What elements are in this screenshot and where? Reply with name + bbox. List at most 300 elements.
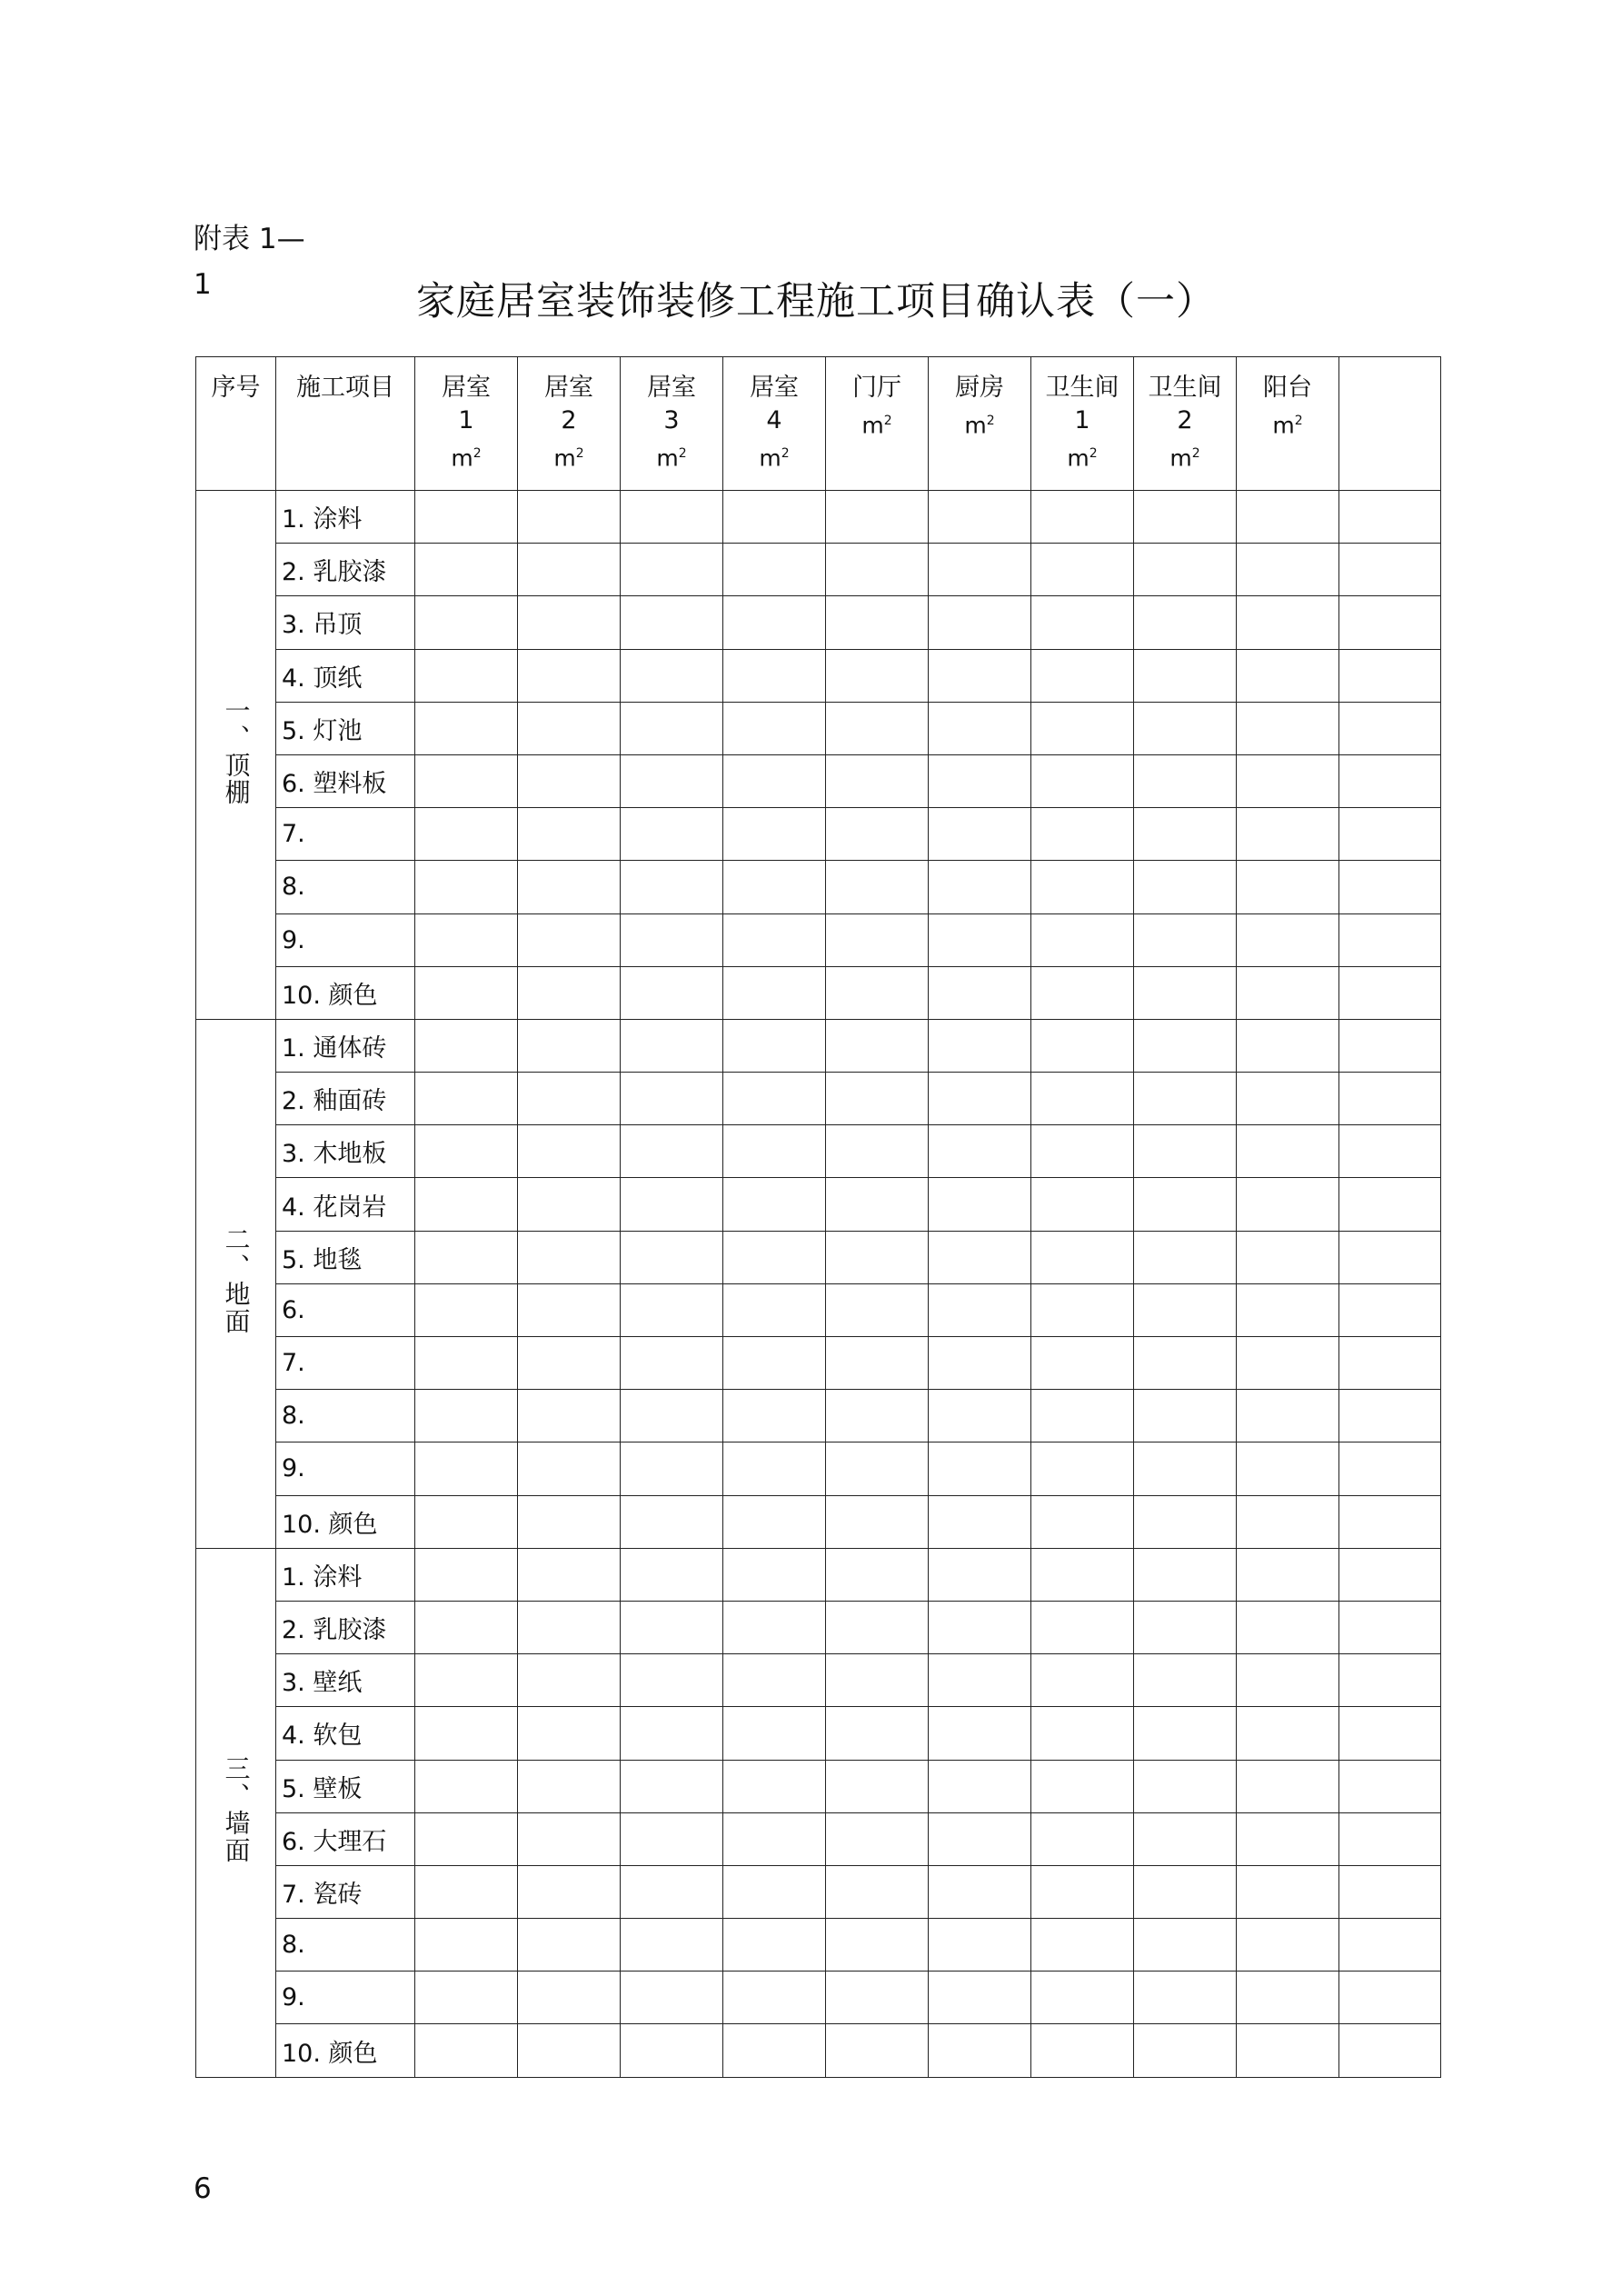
value-cell[interactable] bbox=[929, 1760, 1031, 1812]
value-cell[interactable] bbox=[415, 491, 518, 544]
value-cell[interactable] bbox=[1134, 544, 1237, 596]
value-cell[interactable] bbox=[826, 1125, 929, 1178]
value-cell[interactable] bbox=[1339, 1390, 1441, 1442]
value-cell[interactable] bbox=[1339, 1495, 1441, 1548]
value-cell[interactable] bbox=[621, 1865, 723, 1918]
value-cell[interactable] bbox=[723, 913, 826, 966]
value-cell[interactable] bbox=[1031, 1231, 1134, 1283]
value-cell[interactable] bbox=[518, 1865, 621, 1918]
value-cell[interactable] bbox=[1031, 1125, 1134, 1178]
value-cell[interactable] bbox=[518, 1390, 621, 1442]
value-cell[interactable] bbox=[929, 702, 1031, 754]
value-cell[interactable] bbox=[929, 1972, 1031, 2024]
value-cell[interactable] bbox=[1339, 544, 1441, 596]
value-cell[interactable] bbox=[929, 2024, 1031, 2077]
value-cell[interactable] bbox=[723, 2024, 826, 2077]
value-cell[interactable] bbox=[621, 1548, 723, 1601]
value-cell[interactable] bbox=[929, 596, 1031, 649]
value-cell[interactable] bbox=[518, 1337, 621, 1390]
value-cell[interactable] bbox=[1031, 754, 1134, 807]
value-cell[interactable] bbox=[415, 1231, 518, 1283]
value-cell[interactable] bbox=[723, 1178, 826, 1231]
value-cell[interactable] bbox=[518, 861, 621, 913]
value-cell[interactable] bbox=[826, 754, 929, 807]
value-cell[interactable] bbox=[929, 491, 1031, 544]
value-cell[interactable] bbox=[1134, 1178, 1237, 1231]
value-cell[interactable] bbox=[518, 966, 621, 1019]
value-cell[interactable] bbox=[1237, 491, 1339, 544]
value-cell[interactable] bbox=[415, 1283, 518, 1336]
value-cell[interactable] bbox=[415, 1125, 518, 1178]
value-cell[interactable] bbox=[826, 544, 929, 596]
value-cell[interactable] bbox=[723, 1337, 826, 1390]
value-cell[interactable] bbox=[621, 2024, 723, 2077]
value-cell[interactable] bbox=[415, 861, 518, 913]
value-cell[interactable] bbox=[826, 1707, 929, 1760]
value-cell[interactable] bbox=[1339, 1865, 1441, 1918]
value-cell[interactable] bbox=[826, 1812, 929, 1865]
value-cell[interactable] bbox=[1339, 596, 1441, 649]
value-cell[interactable] bbox=[1134, 1283, 1237, 1336]
value-cell[interactable] bbox=[929, 649, 1031, 702]
value-cell[interactable] bbox=[1031, 1865, 1134, 1918]
value-cell[interactable] bbox=[826, 596, 929, 649]
value-cell[interactable] bbox=[1237, 808, 1339, 861]
value-cell[interactable] bbox=[826, 1019, 929, 1072]
value-cell[interactable] bbox=[1339, 2024, 1441, 2077]
value-cell[interactable] bbox=[518, 1548, 621, 1601]
value-cell[interactable] bbox=[723, 861, 826, 913]
value-cell[interactable] bbox=[1031, 2024, 1134, 2077]
value-cell[interactable] bbox=[1134, 1972, 1237, 2024]
value-cell[interactable] bbox=[621, 1495, 723, 1548]
value-cell[interactable] bbox=[1237, 596, 1339, 649]
value-cell[interactable] bbox=[1339, 1019, 1441, 1072]
value-cell[interactable] bbox=[518, 1019, 621, 1072]
value-cell[interactable] bbox=[415, 1442, 518, 1495]
value-cell[interactable] bbox=[723, 1601, 826, 1653]
value-cell[interactable] bbox=[621, 1337, 723, 1390]
value-cell[interactable] bbox=[1031, 596, 1134, 649]
value-cell[interactable] bbox=[415, 1919, 518, 1972]
value-cell[interactable] bbox=[1031, 1442, 1134, 1495]
value-cell[interactable] bbox=[929, 1495, 1031, 1548]
value-cell[interactable] bbox=[1237, 1073, 1339, 1125]
value-cell[interactable] bbox=[518, 1760, 621, 1812]
value-cell[interactable] bbox=[1134, 1019, 1237, 1072]
value-cell[interactable] bbox=[1031, 1707, 1134, 1760]
value-cell[interactable] bbox=[518, 1495, 621, 1548]
value-cell[interactable] bbox=[826, 1654, 929, 1707]
value-cell[interactable] bbox=[1134, 754, 1237, 807]
value-cell[interactable] bbox=[621, 1390, 723, 1442]
value-cell[interactable] bbox=[826, 1073, 929, 1125]
value-cell[interactable] bbox=[415, 913, 518, 966]
value-cell[interactable] bbox=[1237, 1495, 1339, 1548]
value-cell[interactable] bbox=[1134, 1760, 1237, 1812]
value-cell[interactable] bbox=[621, 491, 723, 544]
value-cell[interactable] bbox=[1339, 754, 1441, 807]
value-cell[interactable] bbox=[929, 1390, 1031, 1442]
value-cell[interactable] bbox=[826, 861, 929, 913]
value-cell[interactable] bbox=[518, 1972, 621, 2024]
value-cell[interactable] bbox=[826, 1442, 929, 1495]
value-cell[interactable] bbox=[1031, 1073, 1134, 1125]
value-cell[interactable] bbox=[1339, 1707, 1441, 1760]
value-cell[interactable] bbox=[1031, 544, 1134, 596]
value-cell[interactable] bbox=[621, 966, 723, 1019]
value-cell[interactable] bbox=[1031, 1390, 1134, 1442]
value-cell[interactable] bbox=[621, 1972, 723, 2024]
value-cell[interactable] bbox=[621, 1707, 723, 1760]
value-cell[interactable] bbox=[1237, 702, 1339, 754]
value-cell[interactable] bbox=[826, 702, 929, 754]
value-cell[interactable] bbox=[621, 1654, 723, 1707]
value-cell[interactable] bbox=[1134, 1654, 1237, 1707]
value-cell[interactable] bbox=[929, 1442, 1031, 1495]
value-cell[interactable] bbox=[1237, 1390, 1339, 1442]
value-cell[interactable] bbox=[621, 1283, 723, 1336]
value-cell[interactable] bbox=[415, 544, 518, 596]
value-cell[interactable] bbox=[1237, 649, 1339, 702]
value-cell[interactable] bbox=[518, 1442, 621, 1495]
value-cell[interactable] bbox=[1031, 1337, 1134, 1390]
value-cell[interactable] bbox=[1339, 808, 1441, 861]
value-cell[interactable] bbox=[1237, 1812, 1339, 1865]
value-cell[interactable] bbox=[1134, 1919, 1237, 1972]
value-cell[interactable] bbox=[723, 1073, 826, 1125]
value-cell[interactable] bbox=[415, 596, 518, 649]
value-cell[interactable] bbox=[723, 649, 826, 702]
value-cell[interactable] bbox=[1134, 1495, 1237, 1548]
value-cell[interactable] bbox=[1134, 596, 1237, 649]
value-cell[interactable] bbox=[929, 1812, 1031, 1865]
value-cell[interactable] bbox=[1237, 754, 1339, 807]
value-cell[interactable] bbox=[415, 2024, 518, 2077]
value-cell[interactable] bbox=[1237, 1548, 1339, 1601]
value-cell[interactable] bbox=[415, 1178, 518, 1231]
value-cell[interactable] bbox=[1031, 1283, 1134, 1336]
value-cell[interactable] bbox=[929, 1231, 1031, 1283]
value-cell[interactable] bbox=[1134, 1601, 1237, 1653]
value-cell[interactable] bbox=[415, 808, 518, 861]
value-cell[interactable] bbox=[621, 1760, 723, 1812]
value-cell[interactable] bbox=[723, 1495, 826, 1548]
value-cell[interactable] bbox=[621, 1073, 723, 1125]
value-cell[interactable] bbox=[723, 1125, 826, 1178]
value-cell[interactable] bbox=[1134, 913, 1237, 966]
value-cell[interactable] bbox=[1237, 1442, 1339, 1495]
value-cell[interactable] bbox=[826, 1231, 929, 1283]
value-cell[interactable] bbox=[929, 1337, 1031, 1390]
value-cell[interactable] bbox=[1339, 1812, 1441, 1865]
value-cell[interactable] bbox=[1031, 808, 1134, 861]
value-cell[interactable] bbox=[415, 1390, 518, 1442]
value-cell[interactable] bbox=[621, 1919, 723, 1972]
value-cell[interactable] bbox=[723, 1865, 826, 1918]
value-cell[interactable] bbox=[518, 754, 621, 807]
value-cell[interactable] bbox=[518, 2024, 621, 2077]
value-cell[interactable] bbox=[621, 808, 723, 861]
value-cell[interactable] bbox=[826, 966, 929, 1019]
value-cell[interactable] bbox=[1134, 1548, 1237, 1601]
value-cell[interactable] bbox=[518, 1125, 621, 1178]
value-cell[interactable] bbox=[826, 1865, 929, 1918]
value-cell[interactable] bbox=[723, 1707, 826, 1760]
value-cell[interactable] bbox=[1031, 1178, 1134, 1231]
value-cell[interactable] bbox=[1237, 1601, 1339, 1653]
value-cell[interactable] bbox=[415, 1019, 518, 1072]
value-cell[interactable] bbox=[929, 861, 1031, 913]
value-cell[interactable] bbox=[1134, 1865, 1237, 1918]
value-cell[interactable] bbox=[1031, 1760, 1134, 1812]
value-cell[interactable] bbox=[621, 1812, 723, 1865]
value-cell[interactable] bbox=[1237, 544, 1339, 596]
value-cell[interactable] bbox=[1237, 1919, 1339, 1972]
value-cell[interactable] bbox=[518, 1601, 621, 1653]
value-cell[interactable] bbox=[518, 596, 621, 649]
value-cell[interactable] bbox=[1031, 1495, 1134, 1548]
value-cell[interactable] bbox=[723, 1019, 826, 1072]
value-cell[interactable] bbox=[1339, 1073, 1441, 1125]
value-cell[interactable] bbox=[1339, 966, 1441, 1019]
value-cell[interactable] bbox=[723, 1654, 826, 1707]
value-cell[interactable] bbox=[1031, 1654, 1134, 1707]
value-cell[interactable] bbox=[723, 1390, 826, 1442]
value-cell[interactable] bbox=[1237, 2024, 1339, 2077]
value-cell[interactable] bbox=[415, 702, 518, 754]
value-cell[interactable] bbox=[1339, 861, 1441, 913]
value-cell[interactable] bbox=[723, 544, 826, 596]
value-cell[interactable] bbox=[415, 649, 518, 702]
value-cell[interactable] bbox=[1134, 1073, 1237, 1125]
value-cell[interactable] bbox=[723, 1548, 826, 1601]
value-cell[interactable] bbox=[1339, 491, 1441, 544]
value-cell[interactable] bbox=[1031, 1019, 1134, 1072]
value-cell[interactable] bbox=[1031, 649, 1134, 702]
value-cell[interactable] bbox=[723, 1283, 826, 1336]
value-cell[interactable] bbox=[723, 491, 826, 544]
value-cell[interactable] bbox=[1134, 1390, 1237, 1442]
value-cell[interactable] bbox=[518, 913, 621, 966]
value-cell[interactable] bbox=[826, 1760, 929, 1812]
value-cell[interactable] bbox=[826, 913, 929, 966]
value-cell[interactable] bbox=[1134, 1812, 1237, 1865]
value-cell[interactable] bbox=[518, 808, 621, 861]
value-cell[interactable] bbox=[1134, 1231, 1237, 1283]
value-cell[interactable] bbox=[1237, 1178, 1339, 1231]
value-cell[interactable] bbox=[1134, 1337, 1237, 1390]
value-cell[interactable] bbox=[723, 1442, 826, 1495]
value-cell[interactable] bbox=[415, 1972, 518, 2024]
value-cell[interactable] bbox=[1134, 1125, 1237, 1178]
value-cell[interactable] bbox=[929, 1283, 1031, 1336]
value-cell[interactable] bbox=[826, 1283, 929, 1336]
value-cell[interactable] bbox=[826, 808, 929, 861]
value-cell[interactable] bbox=[1031, 1601, 1134, 1653]
value-cell[interactable] bbox=[723, 1760, 826, 1812]
value-cell[interactable] bbox=[415, 754, 518, 807]
value-cell[interactable] bbox=[1237, 1707, 1339, 1760]
value-cell[interactable] bbox=[1237, 1654, 1339, 1707]
value-cell[interactable] bbox=[1339, 1231, 1441, 1283]
value-cell[interactable] bbox=[518, 1919, 621, 1972]
value-cell[interactable] bbox=[723, 1919, 826, 1972]
value-cell[interactable] bbox=[826, 1548, 929, 1601]
value-cell[interactable] bbox=[621, 913, 723, 966]
value-cell[interactable] bbox=[621, 596, 723, 649]
value-cell[interactable] bbox=[1134, 2024, 1237, 2077]
value-cell[interactable] bbox=[1134, 491, 1237, 544]
value-cell[interactable] bbox=[621, 1178, 723, 1231]
value-cell[interactable] bbox=[518, 702, 621, 754]
value-cell[interactable] bbox=[929, 1073, 1031, 1125]
value-cell[interactable] bbox=[1237, 1972, 1339, 2024]
value-cell[interactable] bbox=[1134, 1442, 1237, 1495]
value-cell[interactable] bbox=[518, 1283, 621, 1336]
value-cell[interactable] bbox=[723, 754, 826, 807]
value-cell[interactable] bbox=[826, 1178, 929, 1231]
value-cell[interactable] bbox=[1031, 913, 1134, 966]
value-cell[interactable] bbox=[1339, 1601, 1441, 1653]
value-cell[interactable] bbox=[723, 1812, 826, 1865]
value-cell[interactable] bbox=[621, 1231, 723, 1283]
value-cell[interactable] bbox=[621, 544, 723, 596]
value-cell[interactable] bbox=[621, 861, 723, 913]
value-cell[interactable] bbox=[1031, 1919, 1134, 1972]
value-cell[interactable] bbox=[1031, 1812, 1134, 1865]
value-cell[interactable] bbox=[1031, 966, 1134, 1019]
value-cell[interactable] bbox=[1339, 913, 1441, 966]
value-cell[interactable] bbox=[1237, 1019, 1339, 1072]
value-cell[interactable] bbox=[723, 808, 826, 861]
value-cell[interactable] bbox=[518, 491, 621, 544]
value-cell[interactable] bbox=[415, 966, 518, 1019]
value-cell[interactable] bbox=[1339, 1337, 1441, 1390]
value-cell[interactable] bbox=[1339, 1654, 1441, 1707]
value-cell[interactable] bbox=[826, 1601, 929, 1653]
value-cell[interactable] bbox=[929, 1548, 1031, 1601]
value-cell[interactable] bbox=[929, 1601, 1031, 1653]
value-cell[interactable] bbox=[621, 702, 723, 754]
value-cell[interactable] bbox=[1339, 1972, 1441, 2024]
value-cell[interactable] bbox=[723, 1231, 826, 1283]
value-cell[interactable] bbox=[415, 1337, 518, 1390]
value-cell[interactable] bbox=[415, 1865, 518, 1918]
value-cell[interactable] bbox=[723, 596, 826, 649]
value-cell[interactable] bbox=[1134, 861, 1237, 913]
value-cell[interactable] bbox=[621, 754, 723, 807]
value-cell[interactable] bbox=[1237, 1337, 1339, 1390]
value-cell[interactable] bbox=[1134, 1707, 1237, 1760]
value-cell[interactable] bbox=[1237, 861, 1339, 913]
value-cell[interactable] bbox=[1339, 649, 1441, 702]
value-cell[interactable] bbox=[1339, 1125, 1441, 1178]
value-cell[interactable] bbox=[415, 1707, 518, 1760]
value-cell[interactable] bbox=[518, 1654, 621, 1707]
value-cell[interactable] bbox=[1339, 1548, 1441, 1601]
value-cell[interactable] bbox=[929, 544, 1031, 596]
value-cell[interactable] bbox=[1339, 1178, 1441, 1231]
value-cell[interactable] bbox=[518, 1073, 621, 1125]
value-cell[interactable] bbox=[518, 649, 621, 702]
value-cell[interactable] bbox=[621, 1601, 723, 1653]
value-cell[interactable] bbox=[1339, 1283, 1441, 1336]
value-cell[interactable] bbox=[415, 1812, 518, 1865]
value-cell[interactable] bbox=[1237, 1283, 1339, 1336]
value-cell[interactable] bbox=[826, 1337, 929, 1390]
value-cell[interactable] bbox=[723, 1972, 826, 2024]
value-cell[interactable] bbox=[415, 1601, 518, 1653]
value-cell[interactable] bbox=[1134, 808, 1237, 861]
value-cell[interactable] bbox=[929, 754, 1031, 807]
value-cell[interactable] bbox=[1339, 1919, 1441, 1972]
value-cell[interactable] bbox=[1237, 1231, 1339, 1283]
value-cell[interactable] bbox=[929, 808, 1031, 861]
value-cell[interactable] bbox=[1237, 1865, 1339, 1918]
value-cell[interactable] bbox=[518, 1707, 621, 1760]
value-cell[interactable] bbox=[621, 1019, 723, 1072]
value-cell[interactable] bbox=[621, 649, 723, 702]
value-cell[interactable] bbox=[415, 1760, 518, 1812]
value-cell[interactable] bbox=[826, 1495, 929, 1548]
value-cell[interactable] bbox=[826, 2024, 929, 2077]
value-cell[interactable] bbox=[826, 649, 929, 702]
value-cell[interactable] bbox=[415, 1548, 518, 1601]
value-cell[interactable] bbox=[1237, 913, 1339, 966]
value-cell[interactable] bbox=[826, 1919, 929, 1972]
value-cell[interactable] bbox=[929, 1707, 1031, 1760]
value-cell[interactable] bbox=[1237, 1125, 1339, 1178]
value-cell[interactable] bbox=[1339, 702, 1441, 754]
value-cell[interactable] bbox=[1134, 966, 1237, 1019]
value-cell[interactable] bbox=[1031, 491, 1134, 544]
value-cell[interactable] bbox=[621, 1125, 723, 1178]
value-cell[interactable] bbox=[1237, 966, 1339, 1019]
value-cell[interactable] bbox=[1031, 1972, 1134, 2024]
value-cell[interactable] bbox=[929, 1178, 1031, 1231]
value-cell[interactable] bbox=[723, 702, 826, 754]
value-cell[interactable] bbox=[1134, 649, 1237, 702]
value-cell[interactable] bbox=[929, 1019, 1031, 1072]
value-cell[interactable] bbox=[1339, 1442, 1441, 1495]
value-cell[interactable] bbox=[929, 1125, 1031, 1178]
value-cell[interactable] bbox=[415, 1073, 518, 1125]
value-cell[interactable] bbox=[415, 1495, 518, 1548]
value-cell[interactable] bbox=[1031, 861, 1134, 913]
value-cell[interactable] bbox=[415, 1654, 518, 1707]
value-cell[interactable] bbox=[518, 544, 621, 596]
value-cell[interactable] bbox=[518, 1178, 621, 1231]
value-cell[interactable] bbox=[518, 1812, 621, 1865]
value-cell[interactable] bbox=[826, 1972, 929, 2024]
value-cell[interactable] bbox=[621, 1442, 723, 1495]
value-cell[interactable] bbox=[929, 1654, 1031, 1707]
value-cell[interactable] bbox=[929, 1865, 1031, 1918]
value-cell[interactable] bbox=[1031, 702, 1134, 754]
value-cell[interactable] bbox=[826, 1390, 929, 1442]
value-cell[interactable] bbox=[1031, 1548, 1134, 1601]
value-cell[interactable] bbox=[826, 491, 929, 544]
value-cell[interactable] bbox=[929, 1919, 1031, 1972]
value-cell[interactable] bbox=[518, 1231, 621, 1283]
value-cell[interactable] bbox=[1339, 1760, 1441, 1812]
value-cell[interactable] bbox=[929, 966, 1031, 1019]
value-cell[interactable] bbox=[723, 966, 826, 1019]
value-cell[interactable] bbox=[1237, 1760, 1339, 1812]
value-cell[interactable] bbox=[1134, 702, 1237, 754]
value-cell[interactable] bbox=[929, 913, 1031, 966]
